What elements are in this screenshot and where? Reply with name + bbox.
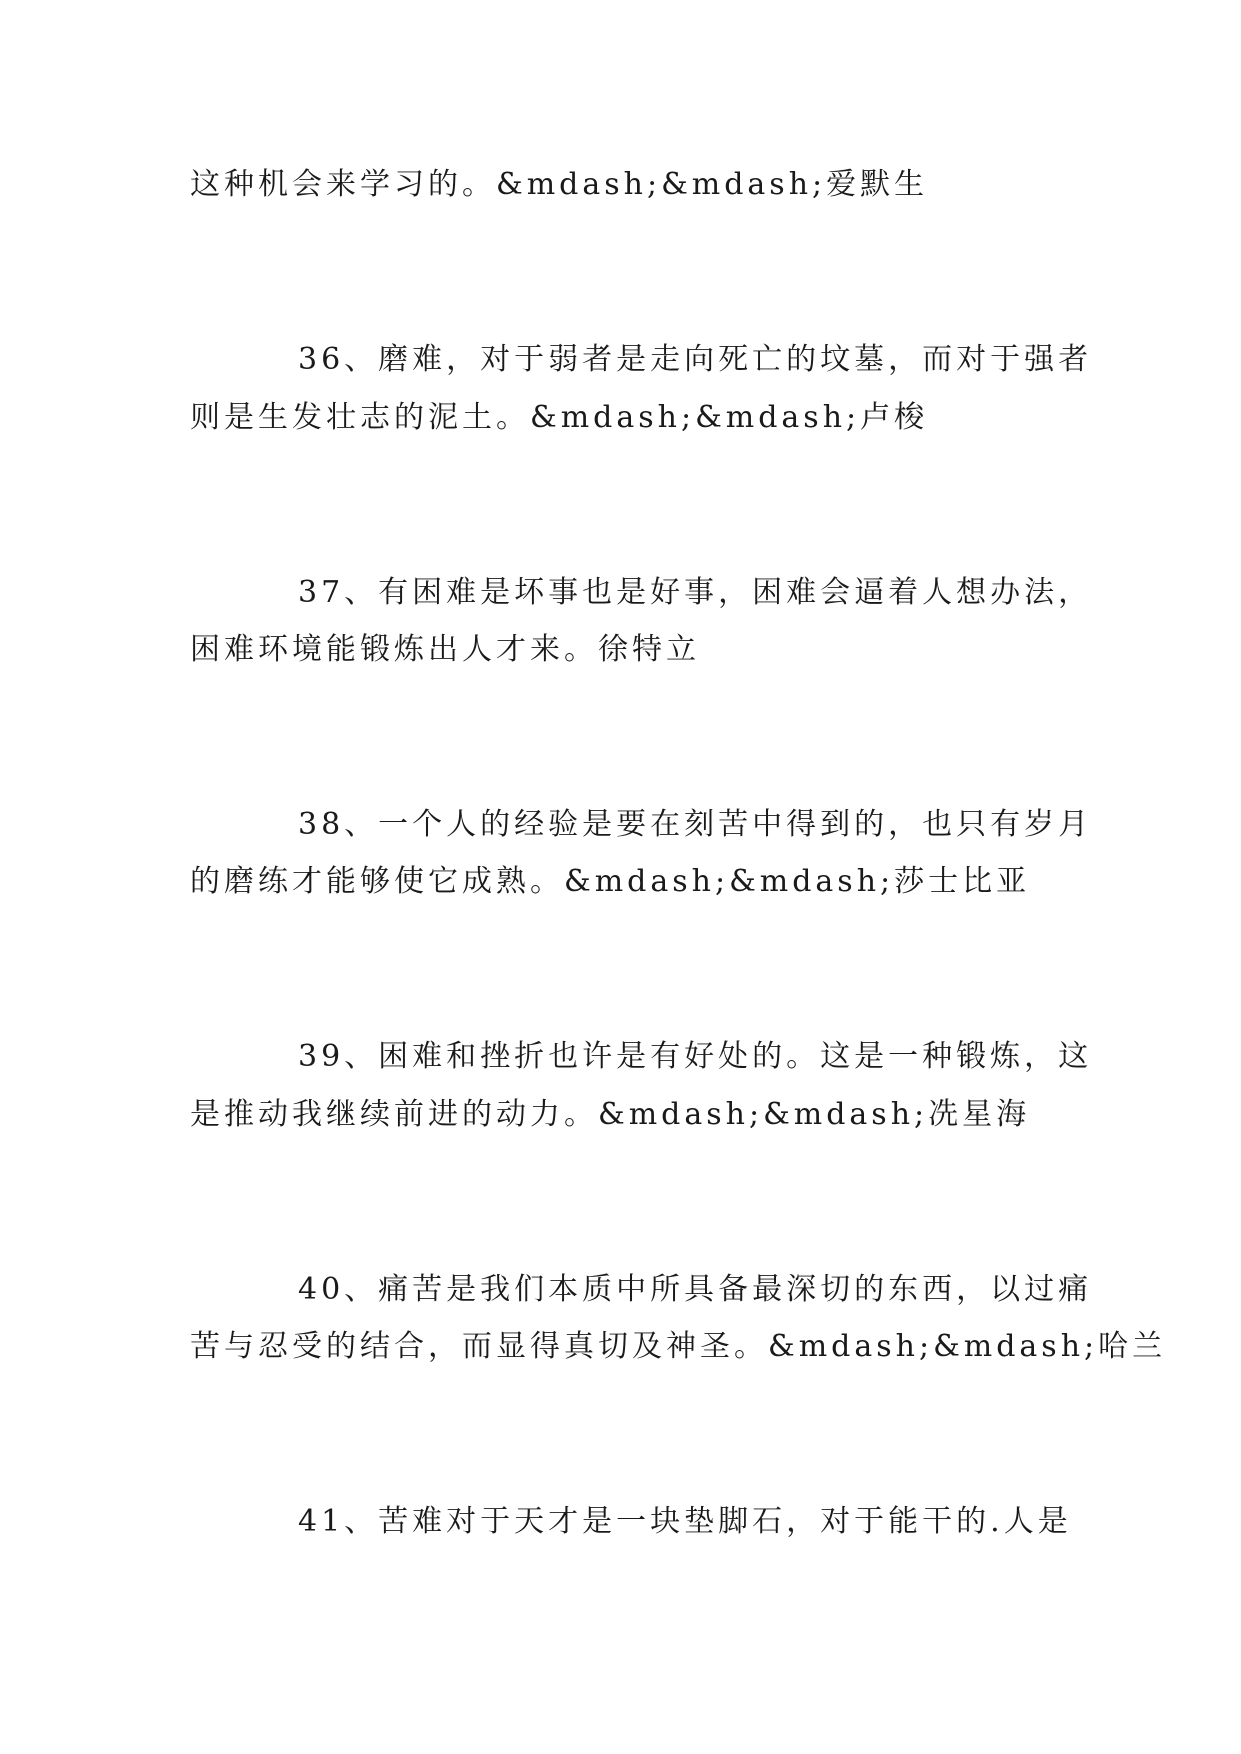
quote-39-line-1: 39、困难和挫折也许是有好处的。这是一种锻炼，这: [298, 1039, 1093, 1074]
quote-38-line-2: 的磨练才能够使它成熟。&mdash;&mdash;莎士比亚: [190, 864, 1031, 899]
quote-38-line-1: 38、一个人的经验是要在刻苦中得到的，也只有岁月: [298, 807, 1093, 842]
quote-39-line-2: 是推动我继续前进的动力。&mdash;&mdash;冼星海: [190, 1097, 1031, 1132]
quote-40-line-1: 40、痛苦是我们本质中所具备最深切的东西，以过痛: [298, 1272, 1093, 1307]
quote-41-line-1: 41、苦难对于天才是一块垫脚石，对于能干的.人是: [298, 1504, 1072, 1539]
text-line: 这种机会来学习的。&mdash;&mdash;爱默生: [190, 167, 929, 202]
quote-36-line-2: 则是生发壮志的泥土。&mdash;&mdash;卢梭: [190, 400, 929, 435]
quote-37-line-2: 困难环境能锻炼出人才来。徐特立: [190, 632, 700, 667]
quote-37-line-1: 37、有困难是坏事也是好事，困难会逼着人想办法，: [298, 575, 1093, 610]
quote-40-line-2: 苦与忍受的结合，而显得真切及神圣。&mdash;&mdash;哈兰: [190, 1329, 1167, 1364]
quote-36-line-1: 36、磨难，对于弱者是走向死亡的坟墓，而对于强者: [298, 342, 1093, 377]
